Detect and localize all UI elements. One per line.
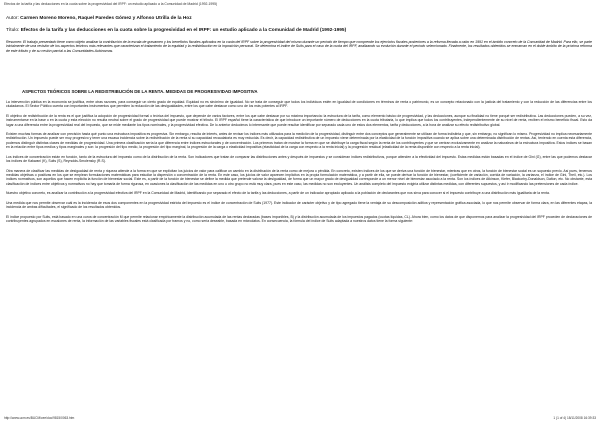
running-title: Efectos de la tarifa y las deducciones en la cuota sobre la progresividad del IRPF: un estudio aplicado a la Comunidad de Madrid (1992-1995) <box>4 2 218 6</box>
paragraph-3: Existen muchas formas de analizar con precisión hasta qué punto una estructura impositiva es progresiva. Sin embargo, resulta de interés, antes de revisar los índices más utilizados para la medición de la progresividad, distinguir entre dos conceptos que generalmente se utilizan de forma indistinta y que, sin embargo, no significan lo mismo. Progresividad no implica necesariamente redistribución. Un impuesto puede ser muy progresivo y tener una escasa incidencia sobre la redistribución de la renta si su capacidad recaudatoria es muy reducida. Es decir, la capacidad redistributiva de un impuesto viene determinada por la elasticidad de la función impositiva cuando se aplica sobre una determinada distribución de rentas. Así, teniendo en cuenta esta diferencia, podemos distinguir distintas clases de medidas de progresividad. Una primera clasificación sería la que diferencia entre índices estructurales y de concentración. Los primeros tratan de mostrar la forma en que se distribuye la carga fiscal según la renta de los contribuyentes y que se centran exclusivamente en analizar la naturaleza de la estructura impositiva. Estos índices se basan en la relación entre tipos medios y tipos marginales y son: la progresión del tipo medio, la progresión del tipo marginal, la progresión de la carga o elasticidad impositiva (elasticidad de la carga con respecto a la renta inicial) y la progresión residual (elasticidad de la renta disponible con respecto a la renta inicial). <box>6 132 592 150</box>
paragraph-7: Una medida que nos permite observar cuál es la incidencia de esos dos componentes en la progresividad estricta del impuesto es el índice de concentración de Suits (1977). Este indicador de carácter objetivo y de tipo agregado tiene la ventaja de su descomposición aditiva y representación gráfica asociada, lo que nos permite observar de forma clara, en las diferentes etapas, la incidencia de ambas dificultades, el significado de los resultados obtenidos. <box>6 200 592 209</box>
paragraph-2: El objetivo de redistribución de la renta es el que justifica la adopción de progresividad formal o teórica del impuesto, que depende de varios factores, entre los que cabe destacar por su máxima importancia: la estructura de la tarifa, como elemento básico de progresividad, y las deducciones, aunque su finalidad no tiene porqué ser redistributiva. Las deducciones pueden, a su vez, instrumentarse en la base o en la cuota y esta elección no resulta neutral sobre el grado de progresividad que puede mostrar el tributo. El IRPF español tiene la característica de que introduce un importante número de deducciones en la cuota tributaria, lo que implica que todos los contribuyentes, independientemente de su nivel de renta, reciben el mismo beneficio fiscal. Esto da lugar a una diferencia entre la progresividad real del impuesto, que se mide mediante los tipos nominales, y la progresividad efectiva. De lo anterior deducimos lo interesante que puede resultar identificar por separado cada uno de estos dos elementos, tarifa y deducciones, a la hora de analizar su efecto redistributivo global. <box>6 113 592 127</box>
paragraph-4: Los índices de concentración están en función, tanto de la estructura del impuesto como de la distribución de la renta. Son indicadores que tratan de comparar las distribuciones antes y después de impuestos y se consideran índices redistributivos, porque atienden a la efectividad del impuesto. Estas medidas están basadas en el índice de Gini (G), entre las que podemos destacar los índices de Kakwani (K), Suits (S), Reynolds-Smolensky (R-S). <box>6 154 592 163</box>
paragraph-1: La intervención pública en la economía se justifica, entre otras razones, para conseguir un cierto grado de equidad. Equidad no es sinónimo de igualdad. No se trata de conseguir que todos los individuos estén en igualdad de condiciones en términos de renta o patrimonio, es un concepto relacionado con la justicia del tratamiento y con la reducción de las diferencias entre los ciudadanos. El Sector Público cuenta con importantes instrumentos que permiten la reducción de las desigualdades, entre los que cabe destacar como uno de los más potentes al IRPF. <box>6 100 592 109</box>
paragraph-5: Otra manera de clasificar las medidas de desigualdad de renta y riqueza atiende a la forma en que se explicitan los juicios de valor para calificar un cambio en la distribución de la renta como de mejora o pérdida. En concreto, existen índices de los que se deriva una función de bienestar, mientras que en otros, la función de bienestar social es un supuesto previo. Así pues, tenemos medidas objetivas o positivas en los que se emplean formulaciones matemáticas para estudiar la dispersión o concentración de la renta. En este caso, los juicios de valor aparecen implícitos en la propia formulación matemática, y a partir de ella, se puede derivar la función de bienestar, (coeficiente de variación, corrida de variación, la varianza, el índice de Gini, Theil, etc.). Los índices normativos, son aquellos que hacen explícita la función de bienestar social. Este es, a partir de la función de bienestar se define la medida que pretende valorar la desigualdad, de forma que un mayor grado de desigualdad corresponde a un menor nivel de bienestar asociado a la renta. Son los índices de Atkinson, Kiefer, Blackorby-Donaldson, Dalton, etc. No obstante, esta clasificación de índices entre objetivos y normativos no hay que tomarla de forma rigurosa, en ocasiones la clasificación de las medidas en uno u otro grupo no está muy clara, pues en este caso, las medidas no son excluyentes. Un análisis completo del impuesto exigiría utilizar distintas medidas, con diferentes supuestos, y así ir modificando las pretensiones de cada índice. <box>6 168 592 186</box>
abstract-label: Resumen: <box>6 40 22 44</box>
abstract-text: El trabajo presentado tiene como objeto analizar la contribución de la escala de gravamen y los beneficios fiscales aplicados en la cuota del IRPF sobre la progresividad del mismo durante un período de tiempo que comprende los ejercicios fiscales posteriores a la reforma llevada a cabo en 1991 en el ámbito concreto de la Comunidad de Madrid. Para ello, se parte inicialmente de una revisión de los aspectos teóricos más relevantes que caracterizan el tratamiento de la equidad y la redistribución en la imposición personal. Se determina el índice de Suits para el caso de la cuota del IRPF, analizando su evolución durante el período seleccionado. Finalmente, los resultados obtenidos se enmarcan en el doble ámbito de la próxima reforma de este tributo y de su cesión parcial a las Comunidades Autónomas. <box>6 40 592 53</box>
author-label: Autor: <box>6 16 19 21</box>
article-body <box>6 100 592 228</box>
footer-url[interactable]: http://www.ucm.es/BUCM/cee/doc/9815/0063.htm <box>4 416 75 420</box>
abstract <box>6 40 592 53</box>
document-title: Efectos de la tarifa y las deducciones en la cuota sobre la progresividad en el IRPF: un estudio aplicado a la Comunidad de Madrid (1992-1995) <box>20 28 347 33</box>
authors: Carmen Moreno Moreno, Raquel Paredes Gómez y Alfonso Utrilla de la Hoz <box>20 16 192 21</box>
print-footer <box>4 416 596 420</box>
paragraph-8: El índice propuesto por Suits, está basado en una curva de concentración M que permite relacionar empíricamente la distribución acumulada de las rentas declaradas (bases imponibles, B) y la distribución acumulada de los impuestos pagados (cuotas líquidas, CL). Ahora bien, como los datos de que disponemos para analizar la progresividad del IRPF proceden de declaraciones de contribuyentes agrupados en escalones de renta, la información de las variables fiscales está clasificada por tramos y no, como sería deseable, basada en microdatos. En consecuencia, la fórmula del índice de Suits adaptada a nuestros datos tiene la forma siguiente: <box>6 214 592 223</box>
title-label: Título: <box>6 28 20 33</box>
footer-timestamp: 1 (1 of 4) 18/11/2008 16:39:33 <box>553 416 596 420</box>
paragraph-6: Nuestro objetivo concreto, es analizar la contribución a la progresividad efectiva del IRPF en la Comunidad de Madrid, identificando por separado el efecto de la tarifa y las deducciones, a partir de un indicador apropiado aplicado a la población de declarantes que nos sirva para conocer si el impuesto contribuye a una distribución más igualitaria de la renta. <box>6 191 550 196</box>
author-line <box>6 16 192 22</box>
section-heading: ASPECTOS TEÓRICOS SOBRE LA REDISTRIBUCIÓN DE LA RENTA. MEDIDAS DE PROGRESIVIDAD IMPOSITIVA <box>22 89 258 94</box>
title-line <box>6 28 346 34</box>
